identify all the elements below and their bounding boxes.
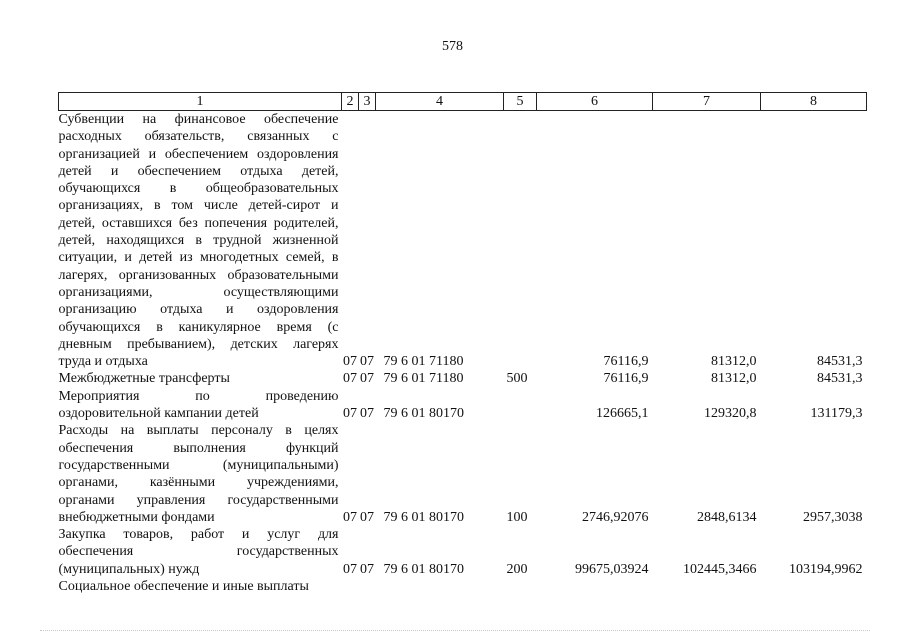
table-header xyxy=(59,93,867,111)
row-target-code xyxy=(376,578,504,595)
row-section: 07 xyxy=(343,406,357,422)
header-row xyxy=(59,93,867,111)
row-section: 07 xyxy=(343,509,357,525)
row-expense-type: 100 xyxy=(506,509,528,525)
row-section xyxy=(342,578,359,595)
header-col-5: 5 xyxy=(504,93,537,111)
row-amount-7: 2848,6134 xyxy=(697,509,757,525)
row-amount-7: 81312,0 xyxy=(711,371,757,387)
row-amount-6 xyxy=(537,578,653,595)
row-amount-8: 131179,3 xyxy=(810,406,863,422)
row-subsection: 07 xyxy=(360,371,374,387)
row-subsection xyxy=(359,578,376,595)
row-amount-6: 76116,9 xyxy=(603,354,649,370)
row-name: Межбюджетные трансферты xyxy=(58,371,230,387)
row-subsection: 07 xyxy=(360,561,374,577)
budget-table xyxy=(58,92,867,595)
row-target-code: 79 6 01 80170 xyxy=(383,509,464,525)
header-col-6: 6 xyxy=(537,93,653,111)
row-amount-6: 126665,1 xyxy=(596,406,649,422)
page-number: 578 xyxy=(442,39,463,54)
row-amount-6: 99675,03924 xyxy=(575,561,649,577)
row-amount-8: 84531,3 xyxy=(817,371,863,387)
row-expense-type: 500 xyxy=(506,371,528,387)
table-row xyxy=(59,111,867,371)
row-amount-7: 102445,3466 xyxy=(683,561,757,577)
row-subsection: 07 xyxy=(360,406,374,422)
row-expense-type xyxy=(504,578,537,595)
row-target-code: 79 6 01 71180 xyxy=(383,371,464,387)
header-col-7: 7 xyxy=(653,93,761,111)
row-section: 07 xyxy=(343,561,357,577)
row-section: 07 xyxy=(343,371,357,387)
row-amount-7: 81312,0 xyxy=(711,354,757,370)
row-name: Социальное обеспечение и иные выплаты xyxy=(58,579,309,595)
header-col-4: 4 xyxy=(376,93,504,111)
table-row xyxy=(59,422,867,526)
header-col-1: 1 xyxy=(59,93,342,111)
row-expense-type: 200 xyxy=(506,561,528,577)
row-amount-8: 2957,3038 xyxy=(803,509,863,525)
table-body xyxy=(59,111,867,596)
row-amount-6: 76116,9 xyxy=(603,371,649,387)
row-amount-6: 2746,92076 xyxy=(582,509,649,525)
row-expense-type xyxy=(504,388,537,423)
header-col-2: 2 xyxy=(342,93,359,111)
table-row xyxy=(59,578,867,595)
row-name: Закупка товаров, работ и услуг для обеспечения государственных (муниципальных) нужд xyxy=(58,527,339,577)
row-name: Субвенции на финансовое обеспечение расходных обязательств, связанных с организацией и обеспечением оздоровления детей и обеспечением отдыха детей, обучающихся в общеобразовательных организациях, в том числе детей-сирот и детей, оставшихся без попечения родителей, детей, находящихся в трудной жизненной ситуации, и детей из многодетных семей, в лагерях, организованных образовательными организациями, осуществляющими организацию отдыха и оздоровления обучающихся в каникулярное время (с дневным пребыванием), детских лагерях труда и отдыха xyxy=(58,112,339,370)
row-amount-8 xyxy=(761,578,867,595)
row-target-code: 79 6 01 80170 xyxy=(383,406,464,422)
row-target-code: 79 6 01 80170 xyxy=(383,561,464,577)
table-row xyxy=(59,526,867,578)
row-target-code: 79 6 01 71180 xyxy=(383,354,464,370)
header-col-3: 3 xyxy=(359,93,376,111)
row-amount-8: 103194,9962 xyxy=(789,561,863,577)
page-bottom-divider xyxy=(40,630,870,632)
row-name: Мероприятия по проведению оздоровительной кампании детей xyxy=(58,388,339,422)
row-name: Расходы на выплаты персоналу в целях обеспечения выполнения функций государственными (муниципальными) органами, казёнными учреждениями, органами управления государственными внебюджетными фондами xyxy=(58,423,339,525)
row-expense-type xyxy=(504,111,537,371)
header-col-8: 8 xyxy=(761,93,867,111)
row-amount-8: 84531,3 xyxy=(817,354,863,370)
row-section: 07 xyxy=(343,354,357,370)
table-row xyxy=(59,370,867,387)
row-amount-7 xyxy=(653,578,761,595)
row-amount-7: 129320,8 xyxy=(704,406,757,422)
row-subsection: 07 xyxy=(360,354,374,370)
table-row xyxy=(59,388,867,423)
row-subsection: 07 xyxy=(360,509,374,525)
